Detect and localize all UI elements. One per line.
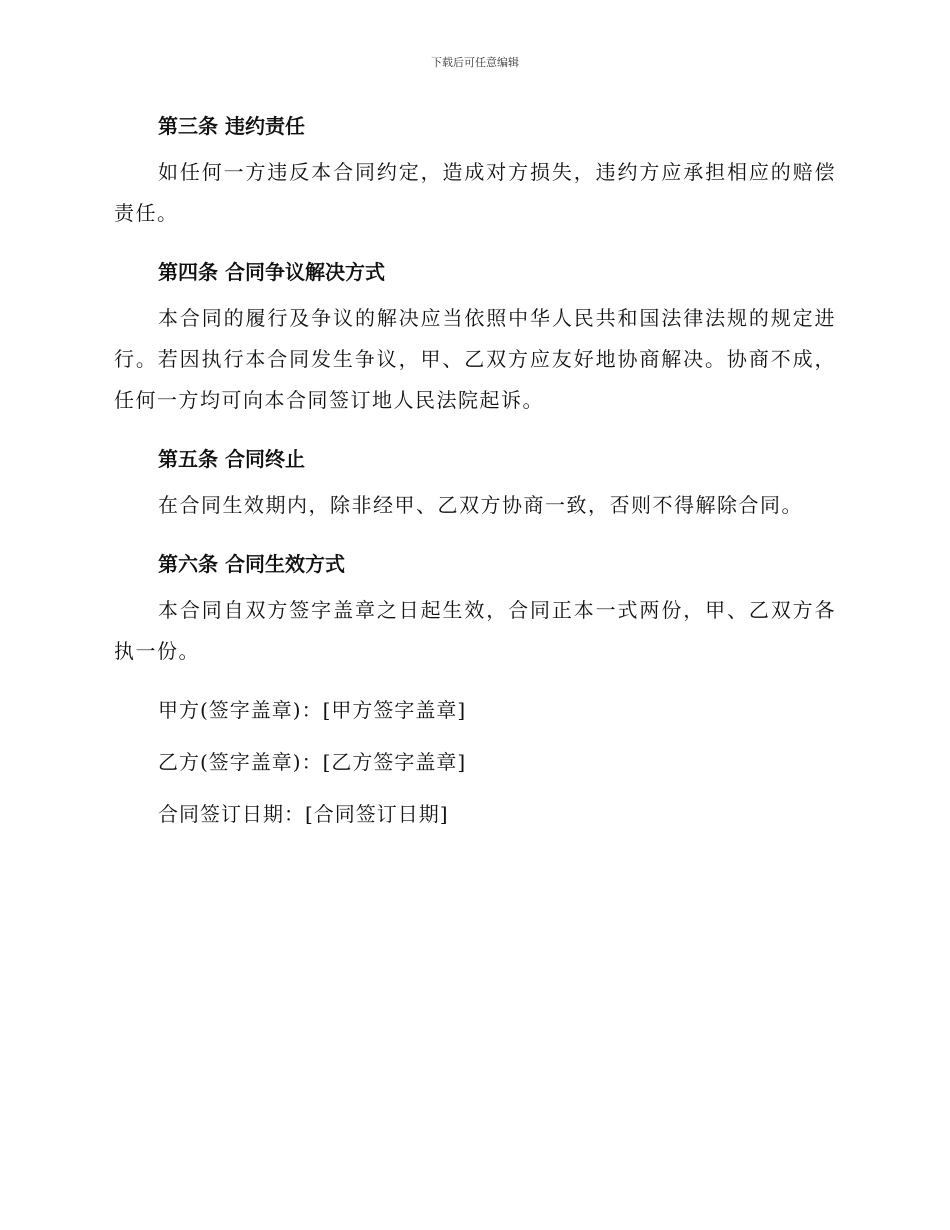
page-header: 下载后可任意编辑 (431, 56, 519, 69)
article-6 (114, 550, 836, 672)
article-5 (114, 445, 836, 526)
signing-date: 合同签订日期：[合同签订日期] (158, 802, 449, 826)
article-3-body: 如任何一方违反本合同约定，造成对方损失，违约方应承担相应的赔偿责任。 (114, 160, 836, 225)
article-6-heading: 第六条 合同生效方式 (158, 552, 345, 576)
article-6-body: 本合同自双方签字盖章之日起生效，合同正本一式两份，甲、乙双方各执一份。 (114, 598, 836, 663)
party-a-signature: 甲方(签字盖章)：[甲方签字盖章] (158, 698, 467, 722)
signature-block (114, 696, 836, 828)
article-4-heading: 第四条 合同争议解决方式 (158, 260, 385, 284)
article-3-heading: 第三条 违约责任 (158, 114, 305, 138)
article-3 (114, 112, 836, 234)
document-body (114, 112, 836, 828)
article-5-heading: 第五条 合同终止 (158, 447, 305, 471)
article-4-body: 本合同的履行及争议的解决应当依照中华人民共和国法律法规的规定进行。若因执行本合同发生争议，甲、乙双方应友好地协商解决。协商不成，任何一方均可向本合同签订地人民法院起诉。 (114, 306, 836, 412)
party-b-signature: 乙方(签字盖章)：[乙方签字盖章] (158, 750, 467, 774)
article-4 (114, 258, 836, 421)
article-5-body: 在合同生效期内，除非经甲、乙双方协商一致，否则不得解除合同。 (158, 493, 803, 517)
